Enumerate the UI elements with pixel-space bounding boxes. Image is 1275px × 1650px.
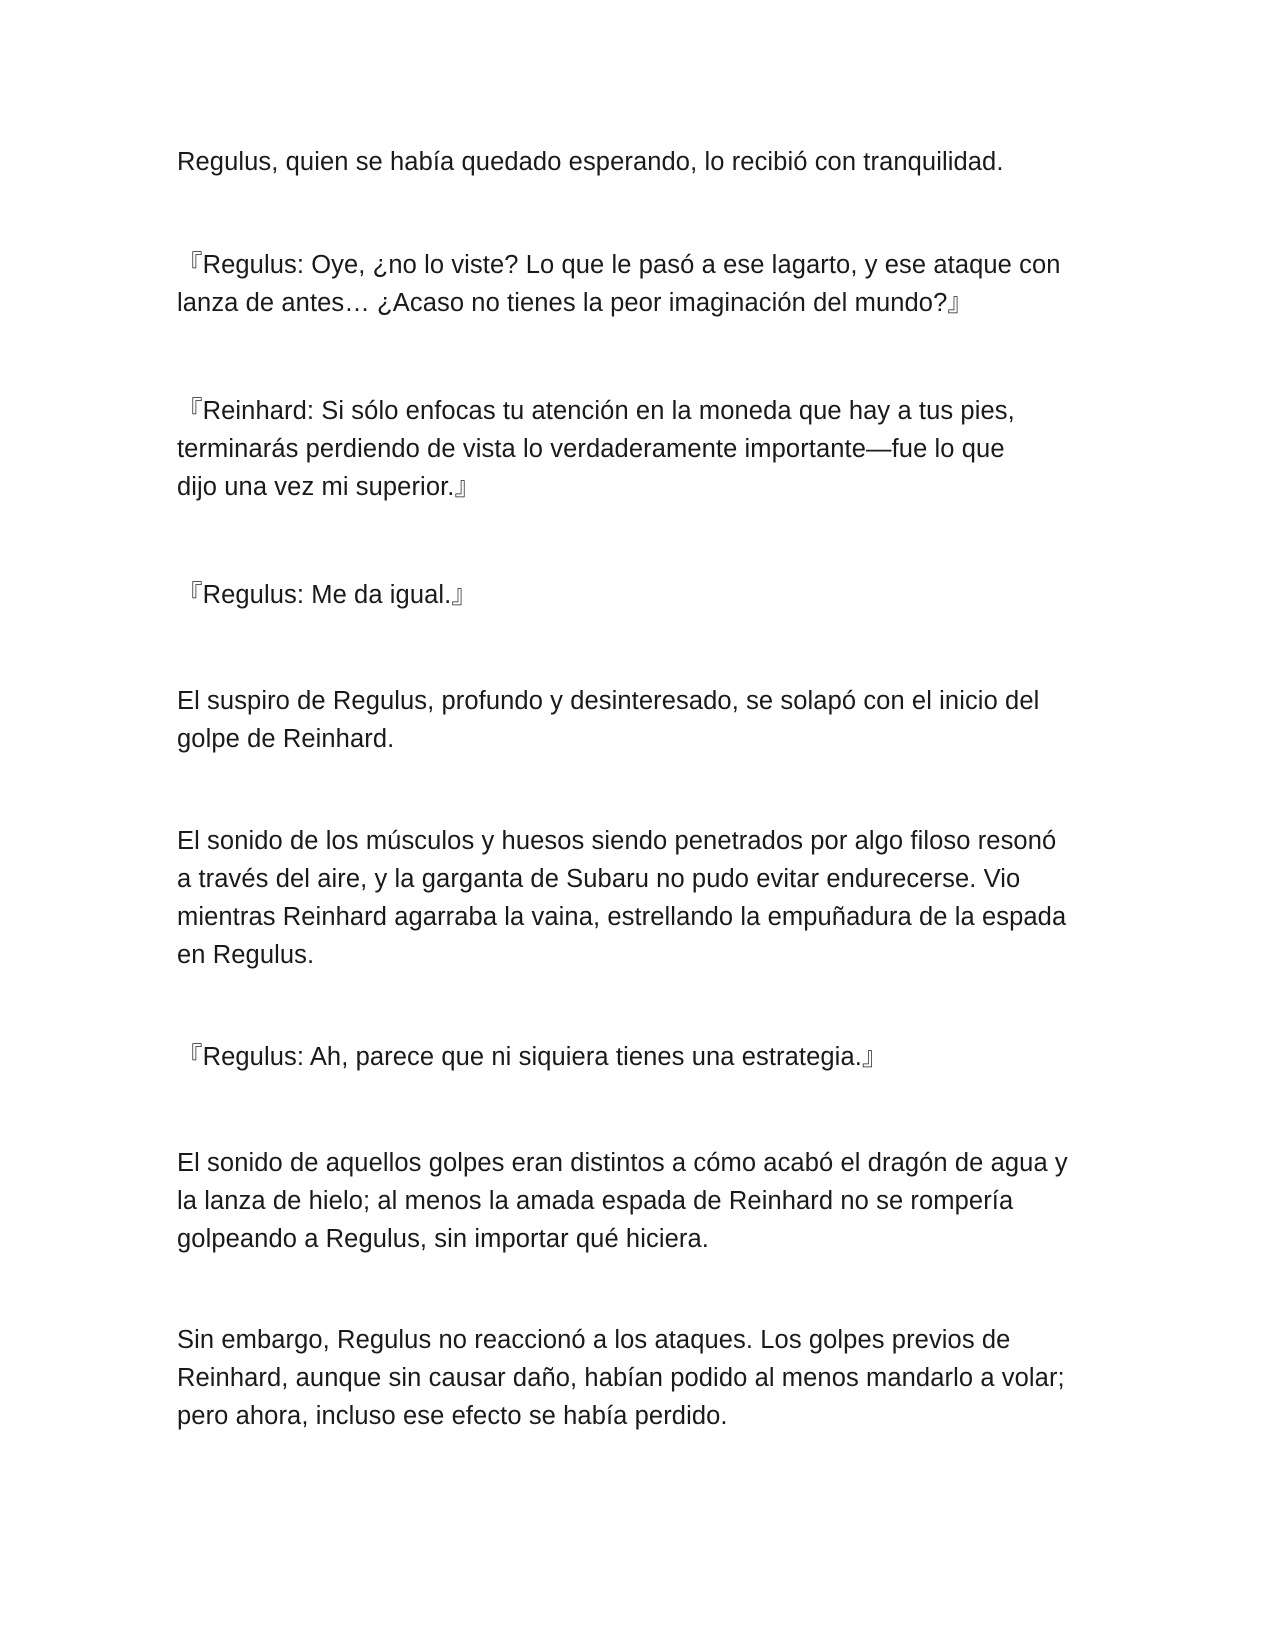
paragraph-line: lanza de antes… ¿Acaso no tienes la peor imaginación del mundo?』 [177,289,973,317]
paragraph-line: dijo una vez mi superior.』 [177,473,481,501]
paragraph-line: Sin embargo, Regulus no reaccionó a los ataques. Los golpes previos de [177,1326,1011,1354]
paragraph-line: terminarás perdiendo de vista lo verdaderamente importante—fue lo que [177,435,1005,463]
paragraph-6 [177,822,1107,974]
paragraph-line: El sonido de aquellos golpes eran distintos a cómo acabó el dragón de agua y [177,1149,1068,1177]
paragraph-line: a través del aire, y la garganta de Subaru no pudo evitar endurecerse. Vio [177,865,1021,893]
paragraph-line: mientras Reinhard agarraba la vaina, estrellando la empuñadura de la espada [177,903,1067,931]
paragraph-line: la lanza de hielo; al menos la amada espada de Reinhard no se rompería [177,1187,1014,1215]
dialogue-regulus-2 [177,576,1107,614]
paragraph-1 [177,143,1107,181]
paragraph-line: El suspiro de Regulus, profundo y desinteresado, se solapó con el inicio del [177,687,1040,715]
paragraph-line: en Regulus. [177,941,315,969]
paragraph-line: golpe de Reinhard. [177,725,395,753]
paragraph-line: Reinhard, aunque sin causar daño, habían podido al menos mandarlo a volar; [177,1364,1065,1392]
dialogue-regulus-1 [177,246,1107,322]
paragraph-line: 『Regulus: Oye, ¿no lo viste? Lo que le pasó a ese lagarto, y ese ataque con [177,251,1061,279]
paragraph-line: Regulus, quien se había quedado esperando, lo recibió con tranquilidad. [177,148,1004,176]
paragraph-line: El sonido de los músculos y huesos siendo penetrados por algo filoso resonó [177,827,1057,855]
paragraph-line: golpeando a Regulus, sin importar qué hiciera. [177,1225,709,1253]
paragraph-9 [177,1321,1107,1435]
dialogue-reinhard-1 [177,392,1107,506]
paragraph-line: 『Regulus: Ah, parece que ni siquiera tienes una estrategia.』 [177,1043,888,1071]
paragraph-line: 『Regulus: Me da igual.』 [177,581,477,609]
paragraph-line: 『Reinhard: Si sólo enfocas tu atención en la moneda que hay a tus pies, [177,397,1015,425]
paragraph-5 [177,682,1107,758]
dialogue-regulus-3 [177,1038,1107,1076]
paragraph-line: pero ahora, incluso ese efecto se había perdido. [177,1402,728,1430]
paragraph-8 [177,1144,1107,1258]
